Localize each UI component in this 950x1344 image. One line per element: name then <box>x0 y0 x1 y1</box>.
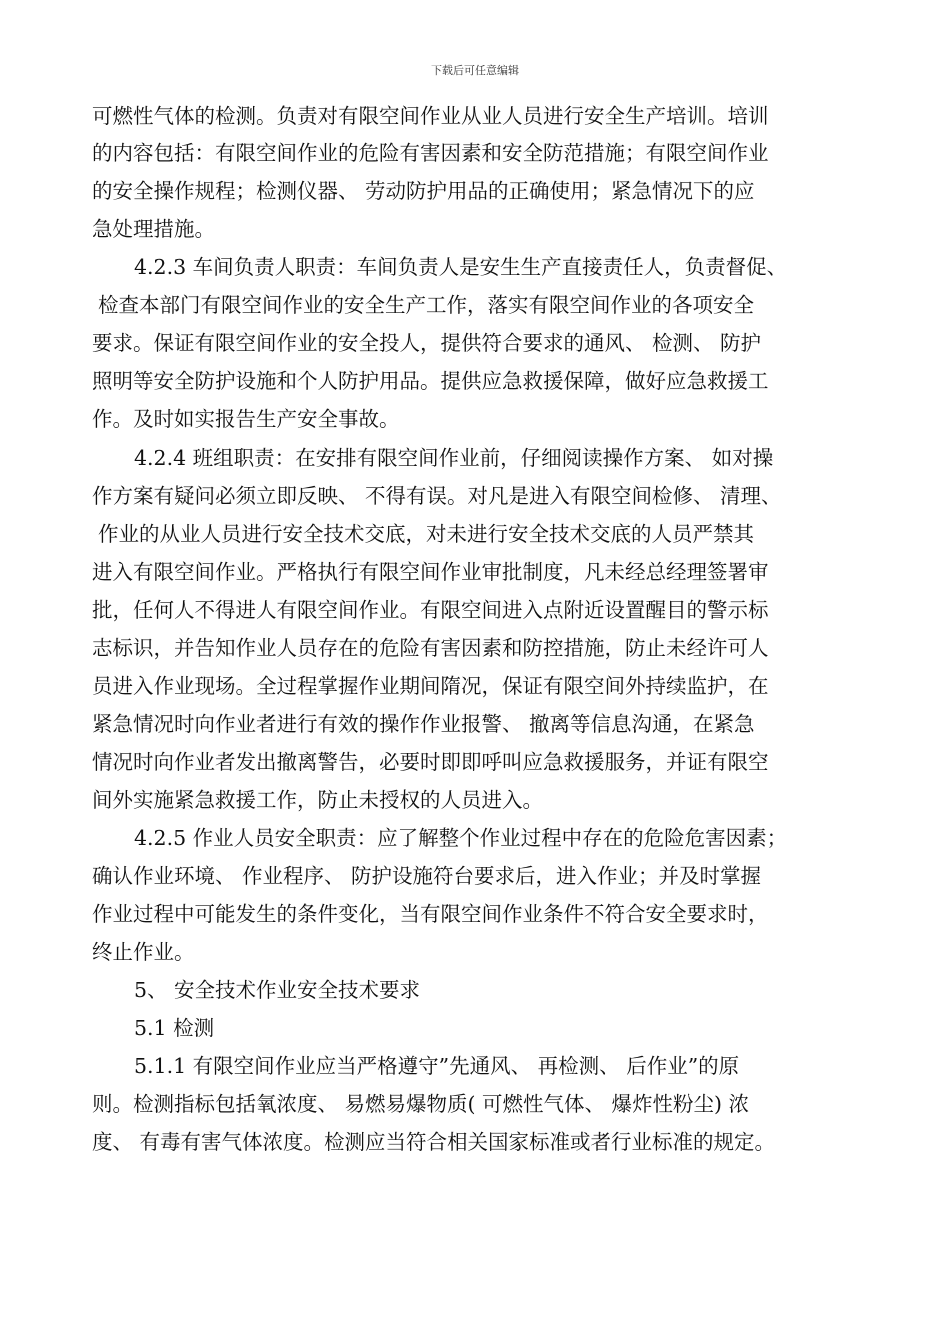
text-line: 确认作业环境、 作业程序、 防护设施符台要求后，进入作业；并及时掌握 <box>92 864 762 888</box>
text-line: 紧急情况时向作业者进行有效的操作作业报警、 撤离等信息沟通，在紧急 <box>92 712 755 736</box>
text-line: 的安全操作规程；检测仪器、 劳动防护用品的正确使用；紧急情况下的应 <box>92 179 755 203</box>
text-line: 则。检测指标包括氧浓度、 易燃易爆物质( 可燃性气体、 爆炸性粉尘) 浓 <box>92 1092 750 1116</box>
text-line: 情况时向作业者发出撤离警告，必要时即即呼叫应急救援服务，并证有限空 <box>92 750 769 774</box>
text-line: 照明等安全防护设施和个人防护用品。提供应急救援保障，做好应急救援工 <box>92 369 769 393</box>
text-line: 度、 有毒有害气体浓度。检测应当符合相关国家标准或者行业标准的规定。 <box>92 1130 776 1154</box>
section-5-heading: 5、 安全技术作业安全技术要求 <box>134 978 421 1002</box>
text-line: 批，任何人不得进人有限空间作业。有限空间进入点附近设置醒目的警示标 <box>92 598 769 622</box>
section-5-1-heading: 5.1 检测 <box>134 1016 215 1040</box>
text-line: 的内容包括：有限空间作业的危险有害因素和安全防范措施；有限空间作业 <box>92 141 769 165</box>
paragraph-4-2-3-start: 4.2.3 车间负责人职责：车间负责人是安生生产直接责任人，负责督促、 <box>134 255 788 279</box>
text-line: 作。及时如实报告生产安全事故。 <box>92 407 400 431</box>
text-line: 急处理措施。 <box>92 217 215 241</box>
text-line: 检查本部门有限空间作业的安全生产工作，落实有限空间作业的各项安全 <box>98 293 754 317</box>
text-line: 可燃性气体的检测。负责对有限空间作业从业人员进行安全生产培训。培训 <box>92 104 769 128</box>
paragraph-4-2-5-start: 4.2.5 作业人员安全职责：应了解整个作业过程中存在的危险危害因素； <box>134 826 788 850</box>
text-line: 终止作业。 <box>92 940 195 964</box>
text-line: 作业的从业人员进行安全技术交底，对未进行安全技术交底的人员严禁其 <box>98 522 754 546</box>
text-line: 进入有限空间作业。严格执行有限空间作业审批制度，凡未经总经理签署审 <box>92 560 769 584</box>
paragraph-4-2-4-start: 4.2.4 班组职责：在安排有限空间作业前，仔细阅读操作方案、 如对操 <box>134 446 774 470</box>
page-header-note: 下载后可任意编辑 <box>431 64 519 77</box>
text-line: 作业过程中可能发生的条件变化，当有限空间作业条件不符合安全要求时， <box>92 902 769 926</box>
text-line: 作方案有疑问必须立即反映、 不得有误。对凡是进入有限空间检修、 清理、 <box>92 484 782 508</box>
text-line: 志标识，并告知作业人员存在的危险有害因素和防控措施，防止未经许可人 <box>92 636 769 660</box>
text-line: 要求。保证有限空间作业的安全投人，提供符合要求的通风、 检测、 防护 <box>92 331 762 355</box>
paragraph-5-1-1-start: 5.1.1 有限空间作业应当严格遵守”先通风、 再检测、 后作业”的原 <box>134 1054 740 1078</box>
text-line: 间外实施紧急救援工作，防止未授权的人员进入。 <box>92 788 543 812</box>
text-line: 员进入作业现场。全过程掌握作业期间隋况，保证有限空间外持续监护，在 <box>92 674 769 698</box>
